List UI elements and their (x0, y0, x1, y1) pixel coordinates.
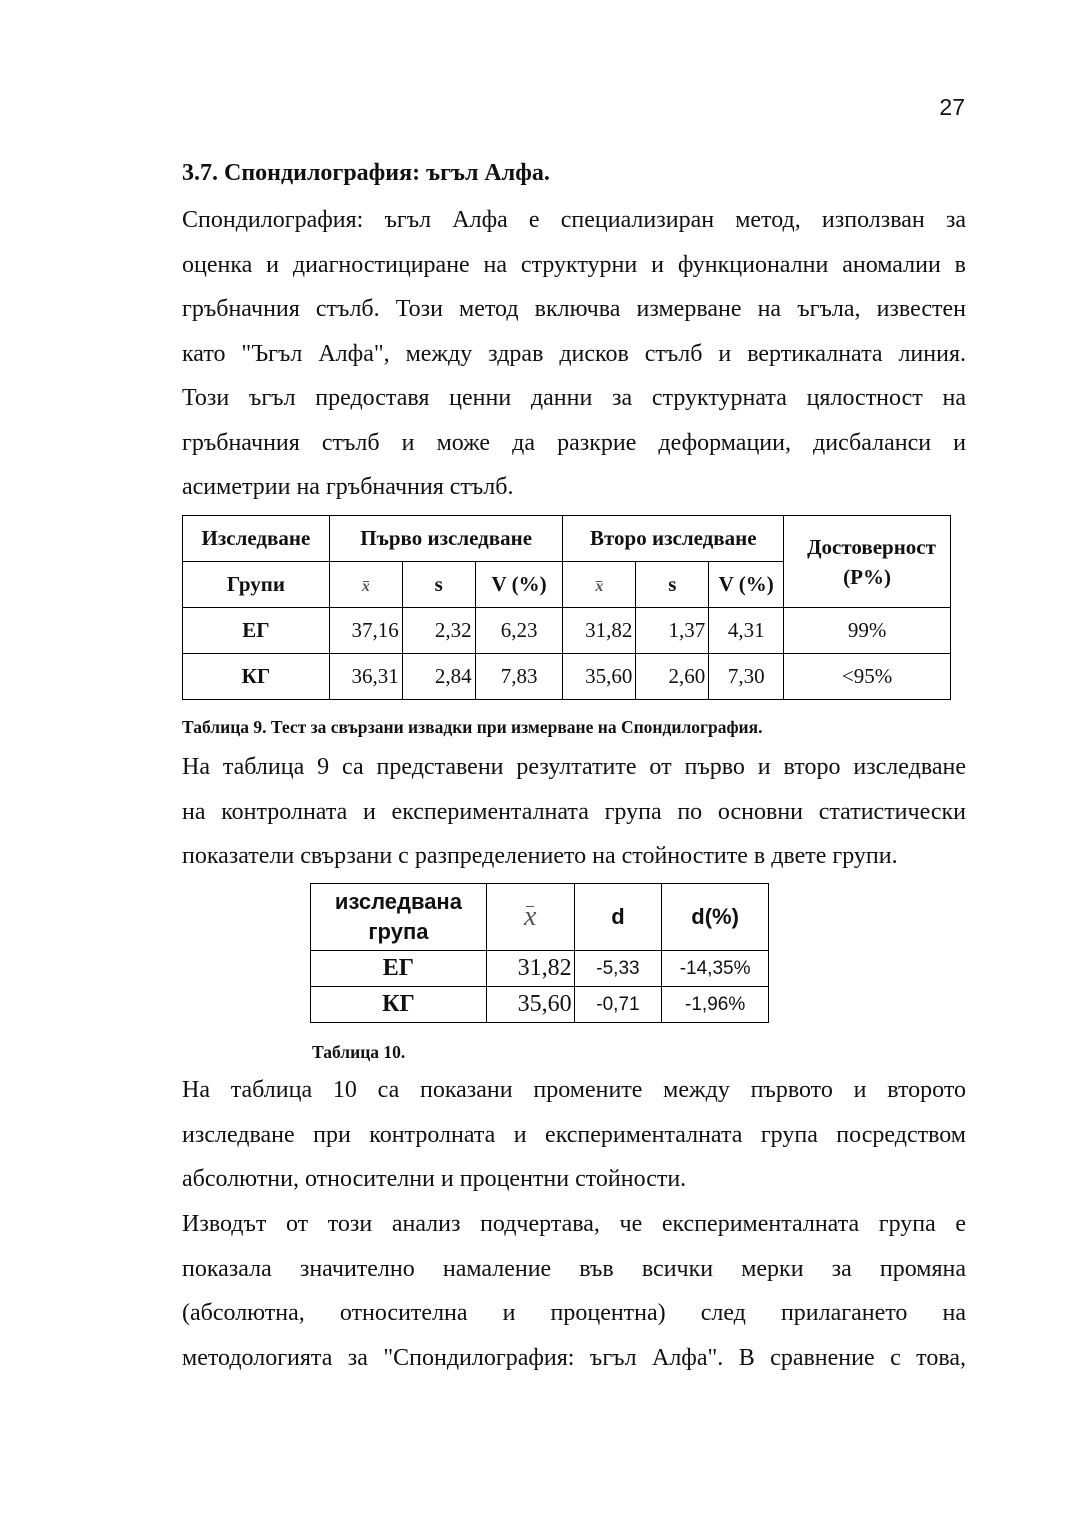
mean-symbol: x (361, 578, 370, 595)
v2-cell: 7,30 (709, 654, 784, 700)
text-line: асиметрии на гръбначния стълб. (182, 474, 514, 500)
header-d: d (574, 884, 662, 951)
v1-cell: 7,83 (475, 654, 563, 700)
text-line: (абсолютна, относителна и процентна) след прилагането на (182, 1300, 966, 1326)
text-line: на контролната и експерименталната група по основни статистически (182, 798, 966, 825)
paragraph-intro (182, 198, 966, 510)
d-cell: -0,71 (574, 987, 662, 1023)
header-group: изследвана група (311, 884, 487, 951)
text-line: показатели свързани с разпределението на стойностите в двете групи. (182, 843, 898, 869)
table-row (311, 951, 769, 987)
header-groups: Групи (183, 562, 330, 608)
s2-cell: 1,37 (636, 608, 709, 654)
text-line: гръбначния стълб и може да разкрие деформации, дисбаланси и (182, 429, 966, 456)
v1-cell: 6,23 (475, 608, 563, 654)
text-line: Този ъгъл предоставя ценни данни за структурната цялостност на (182, 385, 966, 411)
header-d-percent: d(%) (662, 884, 769, 951)
text-line: Изводът от този анализ подчертава, че експерименталната група е (182, 1211, 966, 1237)
mean2-cell: 35,60 (563, 654, 636, 700)
header-reliability: Достоверност (P%) (784, 516, 951, 608)
table-9 (182, 515, 951, 700)
s1-cell: 2,84 (402, 654, 475, 700)
header-second-study: Второ изследване (563, 516, 784, 562)
p-cell: <95% (784, 654, 951, 700)
d-percent-cell: -14,35% (662, 951, 769, 987)
mean-symbol: x (595, 578, 604, 595)
mean1-cell: 36,31 (329, 654, 402, 700)
table-10 (310, 883, 769, 1023)
table-10-caption: Таблица 10. (312, 1042, 406, 1062)
text-line: изследване при контролната и експерименталната група посредством (182, 1121, 966, 1148)
v2-cell: 4,31 (709, 608, 784, 654)
group-cell: ЕГ (183, 608, 330, 654)
d-percent-cell: -1,96% (662, 987, 769, 1023)
s1-cell: 2,32 (402, 608, 475, 654)
paragraph-table10-description (182, 1068, 966, 1202)
header-v-2: V (%) (709, 562, 784, 608)
d-cell: -5,33 (574, 951, 662, 987)
paragraph-table9-description (182, 745, 966, 879)
text-line: оценка и диагностициране на структурни и функционални аномалии в (182, 251, 966, 278)
text-line: като "Ъгъл Алфа", между здрав дисков стълб и вертикалната линия. (182, 340, 966, 367)
group-cell: КГ (311, 987, 487, 1023)
header-study: Изследване (183, 516, 330, 562)
page-number: 27 (939, 94, 965, 120)
text-line: На таблица 10 са показани промените между първото и второто (182, 1077, 966, 1103)
text-line: абсолютни, относителни и процентни стойности. (182, 1166, 687, 1192)
mean-cell: 35,60 (486, 987, 574, 1023)
table-row (311, 987, 769, 1023)
text-line: Спондилография: ъгъл Алфа е специализиран метод, използван за (182, 207, 966, 233)
header-first-study: Първо изследване (329, 516, 563, 562)
mean2-cell: 31,82 (563, 608, 636, 654)
header-s-2: s (636, 562, 709, 608)
mean-cell: 31,82 (486, 951, 574, 987)
s2-cell: 2,60 (636, 654, 709, 700)
header-s-1: s (402, 562, 475, 608)
text-line: показала значително намаление във всички мерки за промяна (182, 1255, 966, 1282)
table-row (183, 608, 951, 654)
group-cell: КГ (183, 654, 330, 700)
mean1-cell: 37,16 (329, 608, 402, 654)
header-v-1: V (%) (475, 562, 563, 608)
header-mean-1 (329, 562, 402, 608)
section-heading: 3.7. Спондилография: ъгъл Алфа. (182, 160, 550, 186)
header-mean (486, 884, 574, 951)
table-row (183, 654, 951, 700)
p-cell: 99% (784, 608, 951, 654)
text-line: гръбначния стълб. Този метод включва измерване на ъгъла, известен (182, 296, 966, 322)
group-cell: ЕГ (311, 951, 487, 987)
table-9-caption: Таблица 9. Тест за свързани извадки при измерване на Спондилография. (182, 717, 763, 737)
text-line: методологията за "Спондилография: ъгъл Алфа". В сравнение с това, (182, 1344, 966, 1371)
header-mean-2 (563, 562, 636, 608)
text-line: На таблица 9 са представени резултатите от първо и второ изследване (182, 754, 966, 780)
paragraph-conclusion (182, 1202, 966, 1380)
mean-symbol: x (524, 900, 537, 932)
